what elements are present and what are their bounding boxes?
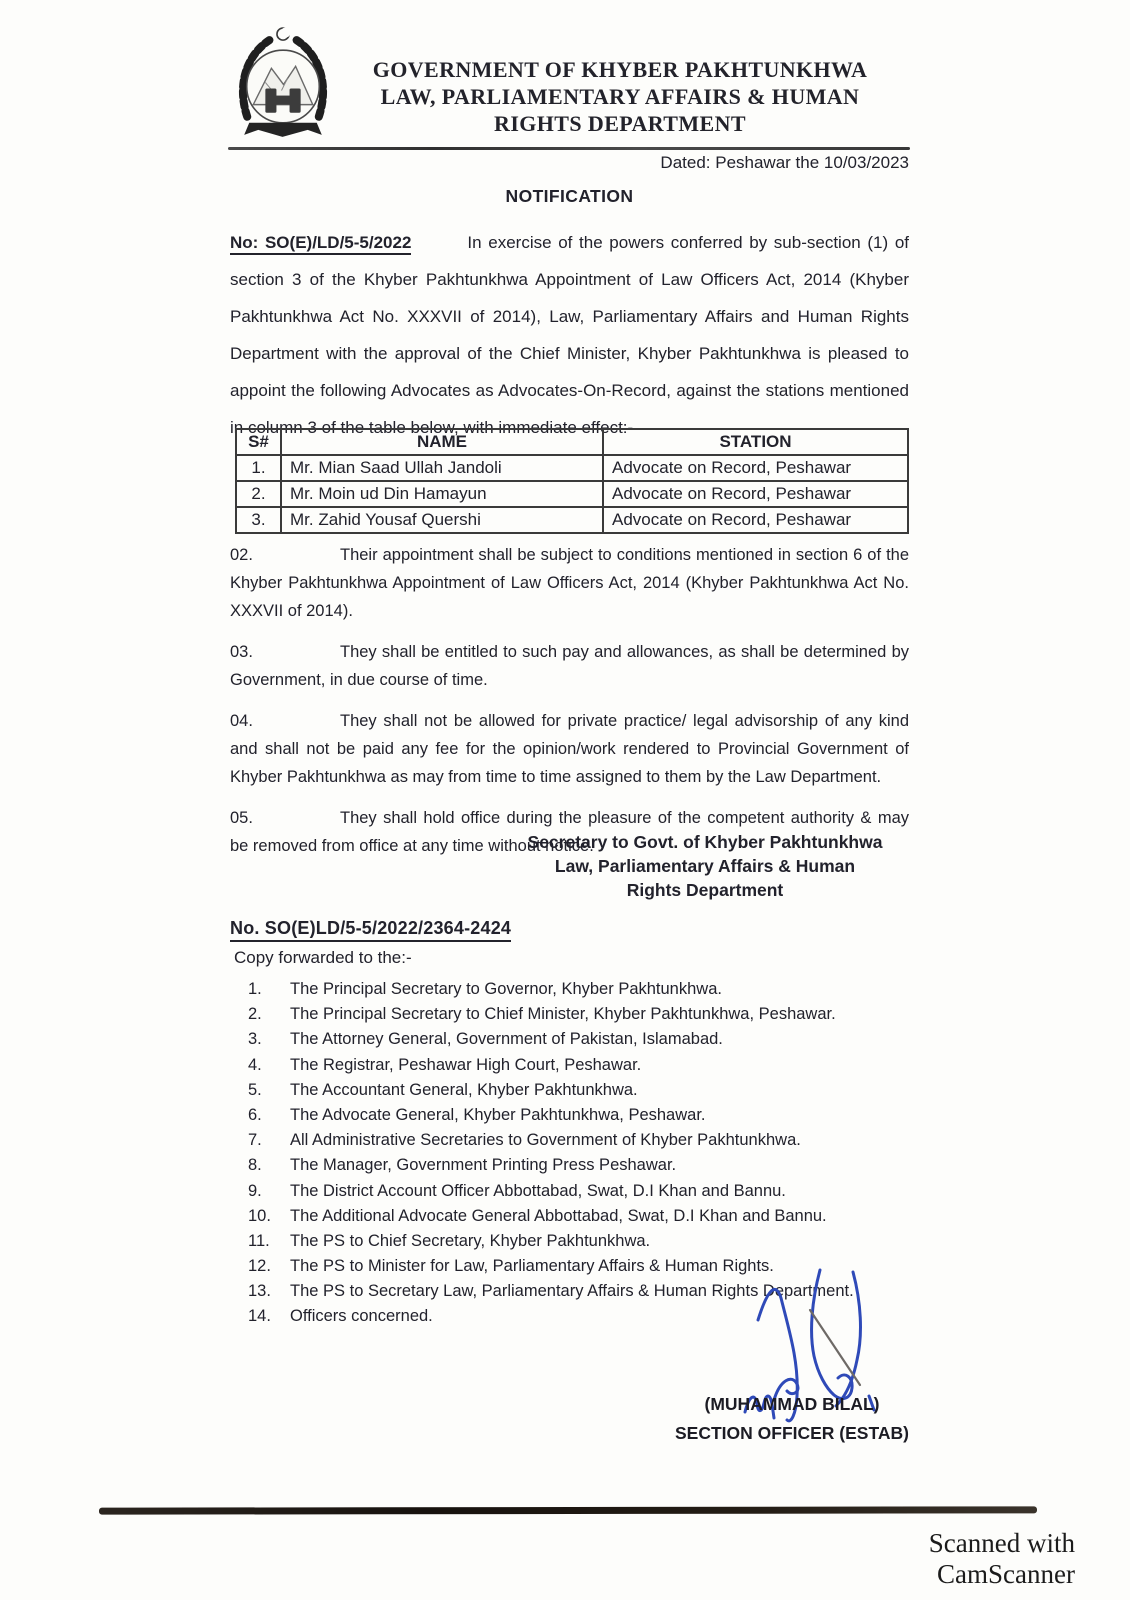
table-row [236,481,908,507]
table-header-row [236,429,908,455]
cell-station: Advocate on Record, Peshawar [603,481,908,507]
recipient-number: 11. [248,1231,270,1250]
recipient-number: 13. [248,1282,271,1301]
recipient-number: 3. [248,1030,262,1049]
recipient-text: The PS to Minister for Law, Parliamentary Affairs & Human Rights. [290,1257,774,1276]
cell-name: Mr. Zahid Yousaf Quershi [281,507,603,533]
copy-forwarded-line: Copy forwarded to the:- [234,948,412,967]
cell-name: Mr. Moin ud Din Hamayun [281,481,603,507]
intro-paragraph [230,224,909,446]
notification-ref-number: No: SO(E)/LD/5-5/2022 [230,233,411,255]
recipient-text: The Advocate General, Khyber Pakhtunkhwa, Peshawar. [290,1105,706,1124]
intro-body-text: In exercise of the powers conferred by sub-section (1) of section 3 of the Khyber Pakhtunkhwa Appointment of Law Officers Act, 2014 (Khyber Pakhtunkhwa Act No. XXXVII of 2014), Law, Parliamentary Affairs and Human Rights Department with the approval of the Chief Minister, Khyber Pakhtunkhwa is pleased to appoint the following Advocates as Advocates-On-Record, against the stations mentioned in column 3 of the table below, with immediate effect:- [230,233,909,437]
recipient-text: The Registrar, Peshawar High Court, Peshawar. [290,1055,642,1074]
recipient-item [248,980,910,1005]
signature-block [632,1390,952,1448]
recipient-item [248,1156,910,1181]
recipient-number: 4. [248,1055,262,1074]
signatory-line2: Law, Parliamentary Affairs & Human [554,856,856,876]
recipient-text: Officers concerned. [290,1307,433,1326]
paragraph-number: 03. [230,643,253,661]
paragraph-number: 05. [230,809,253,827]
recipient-number: 12. [248,1257,271,1276]
org-name-line2: LAW, PARLIAMENTARY AFFAIRS & HUMAN [380,84,860,109]
letterhead [330,56,910,137]
signatory-title: SECTION OFFICER (ESTAB) [675,1423,909,1443]
recipient-text: The Principal Secretary to Chief Minister, Khyber Pakhtunkhwa, Peshawar. [290,1005,836,1024]
paragraph-03 [230,638,909,694]
recipient-item [248,1131,910,1156]
recipient-text: The PS to Secretary Law, Parliamentary Affairs & Human Rights Department. [290,1282,854,1301]
recipient-text: The Principal Secretary to Governor, Khyber Pakhtunkhwa. [290,980,722,998]
org-name-line1: GOVERNMENT OF KHYBER PAKHTUNKHWA [372,57,868,82]
recipient-number: 9. [248,1181,262,1200]
paragraph-text: They shall be entitled to such pay and allowances, as shall be determined by Government, in due course of time. [230,643,909,689]
recipient-item [248,1081,910,1106]
paragraph-04 [230,707,909,791]
cell-sno: 2. [236,481,281,507]
paragraph-number: 04. [230,712,253,730]
recipient-number: 2. [248,1005,262,1024]
recipient-number: 5. [248,1080,262,1099]
document-title: NOTIFICATION [505,186,634,206]
recipient-item [248,1182,910,1207]
dateline: Dated: Peshawar the 10/03/2023 [660,153,909,172]
cell-station: Advocate on Record, Peshawar [603,507,908,533]
col-header-name: NAME [281,429,603,455]
page-edge-shadow [99,1506,1037,1514]
col-header-sno: S# [236,429,281,455]
signatory-name: (MUHAMMAD BILAL) [704,1394,880,1414]
camscanner-watermark: Scanned with CamScanner [928,1528,1075,1589]
recipient-item [248,1106,910,1131]
endorsement-ref-number: No. SO(E)LD/5-5/2022/2364-2424 [230,918,511,942]
paragraph-text: Their appointment shall be subject to conditions mentioned in section 6 of the Khyber Pakhtunkhwa Appointment of Law Officers Act, 2014 (Khyber Pakhtunkhwa Act No. XXXVII of 2014). [230,546,909,620]
cell-sno: 3. [236,507,281,533]
recipient-number: 1. [248,980,262,998]
recipient-text: All Administrative Secretaries to Government of Khyber Pakhtunkhwa. [290,1131,801,1150]
signatory-line1: Secretary to Govt. of Khyber Pakhtunkhwa [527,832,883,852]
paragraph-number: 02. [230,546,253,564]
recipient-text: The Manager, Government Printing Press Peshawar. [290,1156,677,1175]
cell-station: Advocate on Record, Peshawar [603,455,908,481]
signatory-designation-block [500,830,910,902]
col-header-station: STATION [603,429,908,455]
cell-sno: 1. [236,455,281,481]
recipient-item [248,1005,910,1030]
recipient-item [248,1232,910,1257]
recipient-text: The Accountant General, Khyber Pakhtunkhwa. [290,1080,638,1099]
advocates-table [235,428,909,534]
table-row [236,507,908,533]
paragraph-02 [230,541,909,625]
cell-name: Mr. Mian Saad Ullah Jandoli [281,455,603,481]
recipient-number: 7. [248,1131,262,1150]
recipient-text: The Additional Advocate General Abbottabad, Swat, D.I Khan and Bannu. [290,1206,827,1225]
recipient-item [248,1207,910,1232]
paragraph-text: They shall not be allowed for private practice/ legal advisorship of any kind and shall not be paid any fee for the opinion/work rendered to Provincial Government of Khyber Pakhtunkhwa as may from time to time assigned to them by the Law Department. [230,712,909,786]
recipient-item [248,1056,910,1081]
conditions-paragraphs [230,541,909,873]
recipient-number: 6. [248,1105,262,1124]
recipient-text: The District Account Officer Abbottabad, Swat, D.I Khan and Bannu. [290,1181,786,1200]
letterhead-divider [228,147,910,150]
recipient-number: 14. [248,1307,271,1326]
recipient-number: 10. [248,1206,271,1225]
org-name-line3: RIGHTS DEPARTMENT [494,111,746,136]
recipient-number: 8. [248,1156,262,1175]
recipient-text: The Attorney General, Government of Pakistan, Islamabad. [290,1030,723,1049]
paragraph-text: They shall hold office during the pleasure of the competent authority & may be removed from office at any time without notice. [230,809,909,855]
recipient-item [248,1030,910,1055]
kp-government-emblem-logo [235,24,331,150]
table-row [236,455,908,481]
recipient-text: The PS to Chief Secretary, Khyber Pakhtunkhwa. [290,1231,651,1250]
signatory-line3: Rights Department [626,880,784,900]
